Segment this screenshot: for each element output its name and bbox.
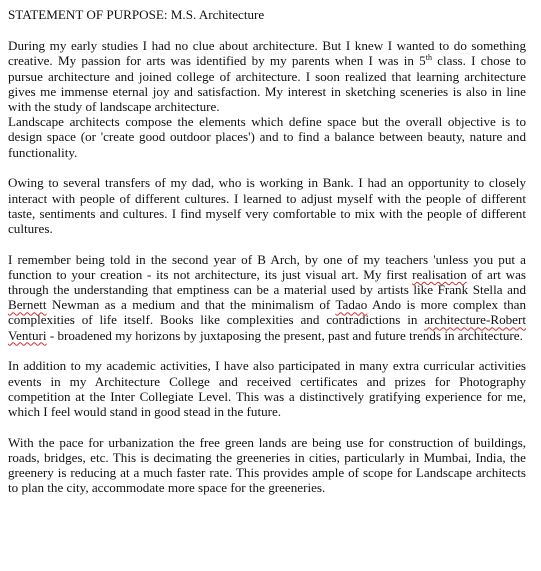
text-run: Ando is more complex than complexities of life itself. Books like complexities and contradictions in: [8, 297, 526, 328]
paragraph-b-arch: [8, 252, 526, 343]
paragraph-cultures: Owing to several transfers of my dad, who is working in Bank. I had an opportunity to closely interact with people of different cultures. I learned to adjust myself with the people of different taste, sentiments and cultures. I find myself very comfortable to mix with the people of different cultures.: [8, 175, 526, 236]
text-run: I remember being told in the second year of B Arch, by one of my teachers 'unless you put a function to your creation - its not architecture, its just visual art. My first: [8, 251, 526, 282]
spellcheck-word[interactable]: architecture-Robert: [424, 312, 526, 328]
spellcheck-word[interactable]: realisation: [412, 266, 467, 282]
paragraph-gap: [8, 419, 526, 435]
paragraph-early-studies: [8, 38, 526, 114]
text-run: of art was through the understanding that emptiness can be a material used by artists like Frank Stella and: [8, 266, 526, 298]
text-run: - broadened my horizons by juxtaposing the present, past and future trends in architecture.: [46, 327, 523, 343]
document-page: [8, 7, 526, 495]
superscript-th: th: [425, 53, 432, 63]
text-run: Newman as a medium and that the minimalism of: [46, 297, 336, 313]
paragraph-urbanization: With the pace for urbanization the free green lands are being use for construction of buildings, roads, bridges, etc. This is decimating the greeneries in cities, particularly in Mumbai, India, the greenery is reducing at a much faster rate. This provides ample of scope for Landscape architects to plan the city, accommodate more space for the greeneries.: [8, 434, 526, 496]
paragraph-gap: [8, 236, 526, 252]
spellcheck-word[interactable]: Tadao: [335, 297, 368, 313]
paragraph-landscape-architects: Landscape architects compose the elements which define space but the overall objective is to design space (or 'create good outdoor places') and to find a balance between beauty, nature and functionality.: [8, 114, 526, 160]
spellcheck-word[interactable]: Bernett: [8, 297, 47, 313]
paragraph-gap: [8, 160, 526, 176]
text-run: During my early studies I had no clue about architecture. But I knew I wanted to do something creative. My passion for arts was identified by my parents when I was in 5: [8, 38, 526, 69]
paragraph-activities: In addition to my academic activities, I have also participated in many extra curricular activities events in my Architecture College and received certificates and prizes for Photography competition at the Inter Collegiate Level. This was a distinctively gratifying experience for me, which I feel would stand in good stead in the future.: [8, 358, 526, 419]
text-run: class. I chose to pursue architecture and joined college of architecture. I soon realized that learning architecture gives me immense eternal joy and satisfaction. My interest in sketching sceneries is also in line with the study of landscape architecture.: [8, 53, 526, 115]
paragraph-gap: [8, 343, 526, 359]
document-title: STATEMENT OF PURPOSE: M.S. Architecture: [8, 7, 265, 22]
spellcheck-word[interactable]: Venturi: [8, 327, 47, 343]
